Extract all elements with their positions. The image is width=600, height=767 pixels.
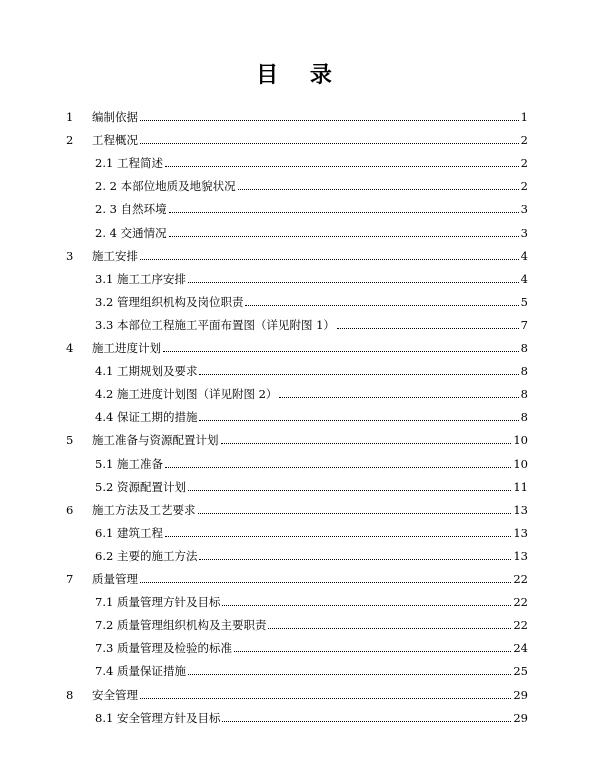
toc-entry-page-number: 2 — [520, 133, 528, 148]
toc-dot-leader — [279, 397, 518, 398]
toc-entry-number: 3 — [66, 248, 74, 263]
toc-section-entry[interactable] — [95, 289, 528, 309]
toc-dot-leader — [245, 305, 518, 306]
toc-entry-page-number: 3 — [520, 225, 528, 240]
toc-entry-page-number: 24 — [513, 641, 528, 656]
toc-dot-leader — [221, 443, 512, 444]
toc-entry-page-number: 8 — [520, 410, 528, 425]
toc-dot-leader — [188, 674, 511, 675]
toc-dot-leader — [140, 143, 519, 144]
toc-entry-title: 7.2 质量管理组织机构及主要职责 — [95, 618, 267, 633]
toc-title: 目 录 — [256, 63, 344, 88]
toc-section-entry[interactable] — [95, 451, 528, 471]
toc-entry-page-number: 4 — [520, 248, 528, 263]
toc-entry-page-number: 5 — [520, 294, 528, 309]
toc-entry-title: 3.3 本部位工程施工平面布置图（详见附图 1） — [95, 317, 335, 332]
toc-section-entry[interactable] — [95, 658, 528, 678]
toc-dot-leader — [140, 259, 519, 260]
toc-dot-leader — [188, 282, 519, 283]
toc-entry-page-number: 10 — [513, 433, 528, 448]
toc-section-entry[interactable] — [95, 635, 528, 655]
toc-section-entry[interactable] — [95, 196, 528, 216]
toc-entry-title: 质量管理 — [92, 572, 138, 586]
toc-entry-title: 2. 4 交通情况 — [95, 225, 167, 240]
toc-dot-leader — [234, 651, 511, 652]
toc-entry-title: 8.1 安全管理方针及目标 — [95, 710, 221, 725]
toc-chapter-entry[interactable] — [66, 243, 528, 263]
toc-entry-page-number: 29 — [513, 687, 528, 702]
toc-entry-page-number: 8 — [520, 341, 528, 355]
toc-section-entry[interactable] — [95, 358, 528, 378]
toc-entry-title: 工程概况 — [92, 133, 138, 148]
toc-dot-leader — [222, 721, 511, 722]
toc-entry-page-number: 22 — [513, 595, 528, 610]
toc-entry-page-number: 25 — [513, 664, 528, 679]
toc-entry-title: 2.1 工程简述 — [95, 156, 163, 171]
toc-entry-number: 5 — [66, 433, 74, 448]
toc-entry-title: 5.1 施工准备 — [95, 456, 163, 471]
toc-entry-title: 7.3 质量管理及检验的标准 — [95, 641, 232, 656]
toc-section-entry[interactable] — [95, 474, 528, 494]
toc-dot-leader — [169, 212, 519, 213]
toc-entry-page-number: 13 — [513, 548, 528, 563]
toc-entry-page-number: 8 — [520, 364, 528, 379]
toc-entry-title: 安全管理 — [92, 687, 138, 702]
toc-entry-page-number: 13 — [513, 502, 528, 517]
toc-dot-leader — [238, 189, 519, 190]
toc-entry-number: 6 — [66, 502, 74, 517]
toc-dot-leader — [268, 628, 511, 629]
toc-entry-page-number: 8 — [520, 387, 528, 402]
toc-dot-leader — [198, 513, 512, 514]
toc-entry-title: 编制依据 — [92, 110, 138, 124]
toc-section-entry[interactable] — [95, 612, 528, 632]
toc-section-entry[interactable] — [95, 543, 528, 563]
toc-dot-leader — [222, 605, 511, 606]
toc-entry-number: 4 — [66, 341, 74, 355]
toc-section-entry[interactable] — [95, 312, 528, 332]
toc-chapter-entry[interactable] — [66, 427, 528, 447]
toc-entry-number: 1 — [66, 110, 74, 124]
toc-section-entry[interactable] — [95, 173, 528, 193]
toc-dot-leader — [140, 582, 511, 583]
toc-chapter-entry[interactable] — [66, 682, 528, 702]
toc-section-entry[interactable] — [95, 381, 528, 401]
toc-entry-page-number: 22 — [513, 572, 528, 586]
toc-dot-leader — [163, 351, 519, 352]
toc-dot-leader — [199, 559, 511, 560]
toc-entry-title: 施工进度计划 — [92, 341, 161, 355]
toc-dot-leader — [165, 166, 519, 167]
toc-entry-title: 施工准备与资源配置计划 — [92, 433, 219, 448]
toc-entry-title: 施工方法及工艺要求 — [92, 502, 196, 517]
toc-entry-title: 2. 3 自然环境 — [95, 202, 167, 217]
toc-dot-leader — [140, 698, 511, 699]
toc-entry-page-number: 11 — [513, 479, 528, 494]
toc-section-entry[interactable] — [95, 404, 528, 424]
toc-section-entry[interactable] — [95, 705, 528, 725]
toc-entry-title: 5.2 资源配置计划 — [95, 479, 186, 494]
toc-chapter-entry[interactable] — [66, 104, 528, 124]
toc-section-entry[interactable] — [95, 520, 528, 540]
toc-entry-title: 3.2 管理组织机构及岗位职责 — [95, 294, 244, 309]
toc-chapter-entry[interactable] — [66, 497, 528, 517]
toc-dot-leader — [165, 536, 511, 537]
toc-section-entry[interactable] — [95, 220, 528, 240]
toc-entry-page-number: 10 — [513, 456, 528, 471]
toc-dot-leader — [188, 490, 511, 491]
toc-dot-leader — [337, 328, 519, 329]
toc-chapter-entry[interactable] — [66, 335, 528, 355]
toc-entry-title: 3.1 施工工序安排 — [95, 271, 186, 286]
toc-entry-title: 施工安排 — [92, 248, 138, 263]
toc-entry-title: 6.2 主要的施工方法 — [95, 548, 198, 563]
toc-entry-title: 2. 2 本部位地质及地貌状况 — [95, 179, 236, 194]
toc-chapter-entry[interactable] — [66, 566, 528, 586]
toc-entry-page-number: 29 — [513, 710, 528, 725]
toc-dot-leader — [165, 467, 511, 468]
toc-entry-page-number: 2 — [520, 179, 528, 194]
toc-dot-leader — [199, 374, 518, 375]
toc-entry-number: 2 — [66, 133, 74, 148]
toc-entry-title: 7.1 质量管理方针及目标 — [95, 595, 221, 610]
toc-entry-page-number: 22 — [513, 618, 528, 633]
toc-entry-page-number: 13 — [513, 525, 528, 540]
toc-entry-page-number: 4 — [520, 271, 528, 286]
toc-section-entry[interactable] — [95, 266, 528, 286]
toc-entry-title: 4.1 工期规划及要求 — [95, 364, 198, 379]
toc-entry-title: 7.4 质量保证措施 — [95, 664, 186, 679]
toc-dot-leader — [140, 120, 519, 121]
toc-dot-leader — [199, 420, 518, 421]
toc-entry-page-number: 7 — [520, 317, 528, 332]
toc-entry-page-number: 3 — [520, 202, 528, 217]
toc-entry-number: 7 — [66, 572, 74, 586]
toc-entry-title: 4.4 保证工期的措施 — [95, 410, 198, 425]
toc-entry-number: 8 — [66, 687, 74, 702]
toc-entry-page-number: 2 — [520, 156, 528, 171]
toc-section-entry[interactable] — [95, 150, 528, 170]
toc-entry-page-number: 1 — [520, 110, 528, 124]
toc-section-entry[interactable] — [95, 589, 528, 609]
toc-chapter-entry[interactable] — [66, 127, 528, 147]
toc-dot-leader — [169, 236, 519, 237]
toc-entry-title: 4.2 施工进度计划图（详见附图 2） — [95, 387, 278, 402]
toc-entry-title: 6.1 建筑工程 — [95, 525, 163, 540]
